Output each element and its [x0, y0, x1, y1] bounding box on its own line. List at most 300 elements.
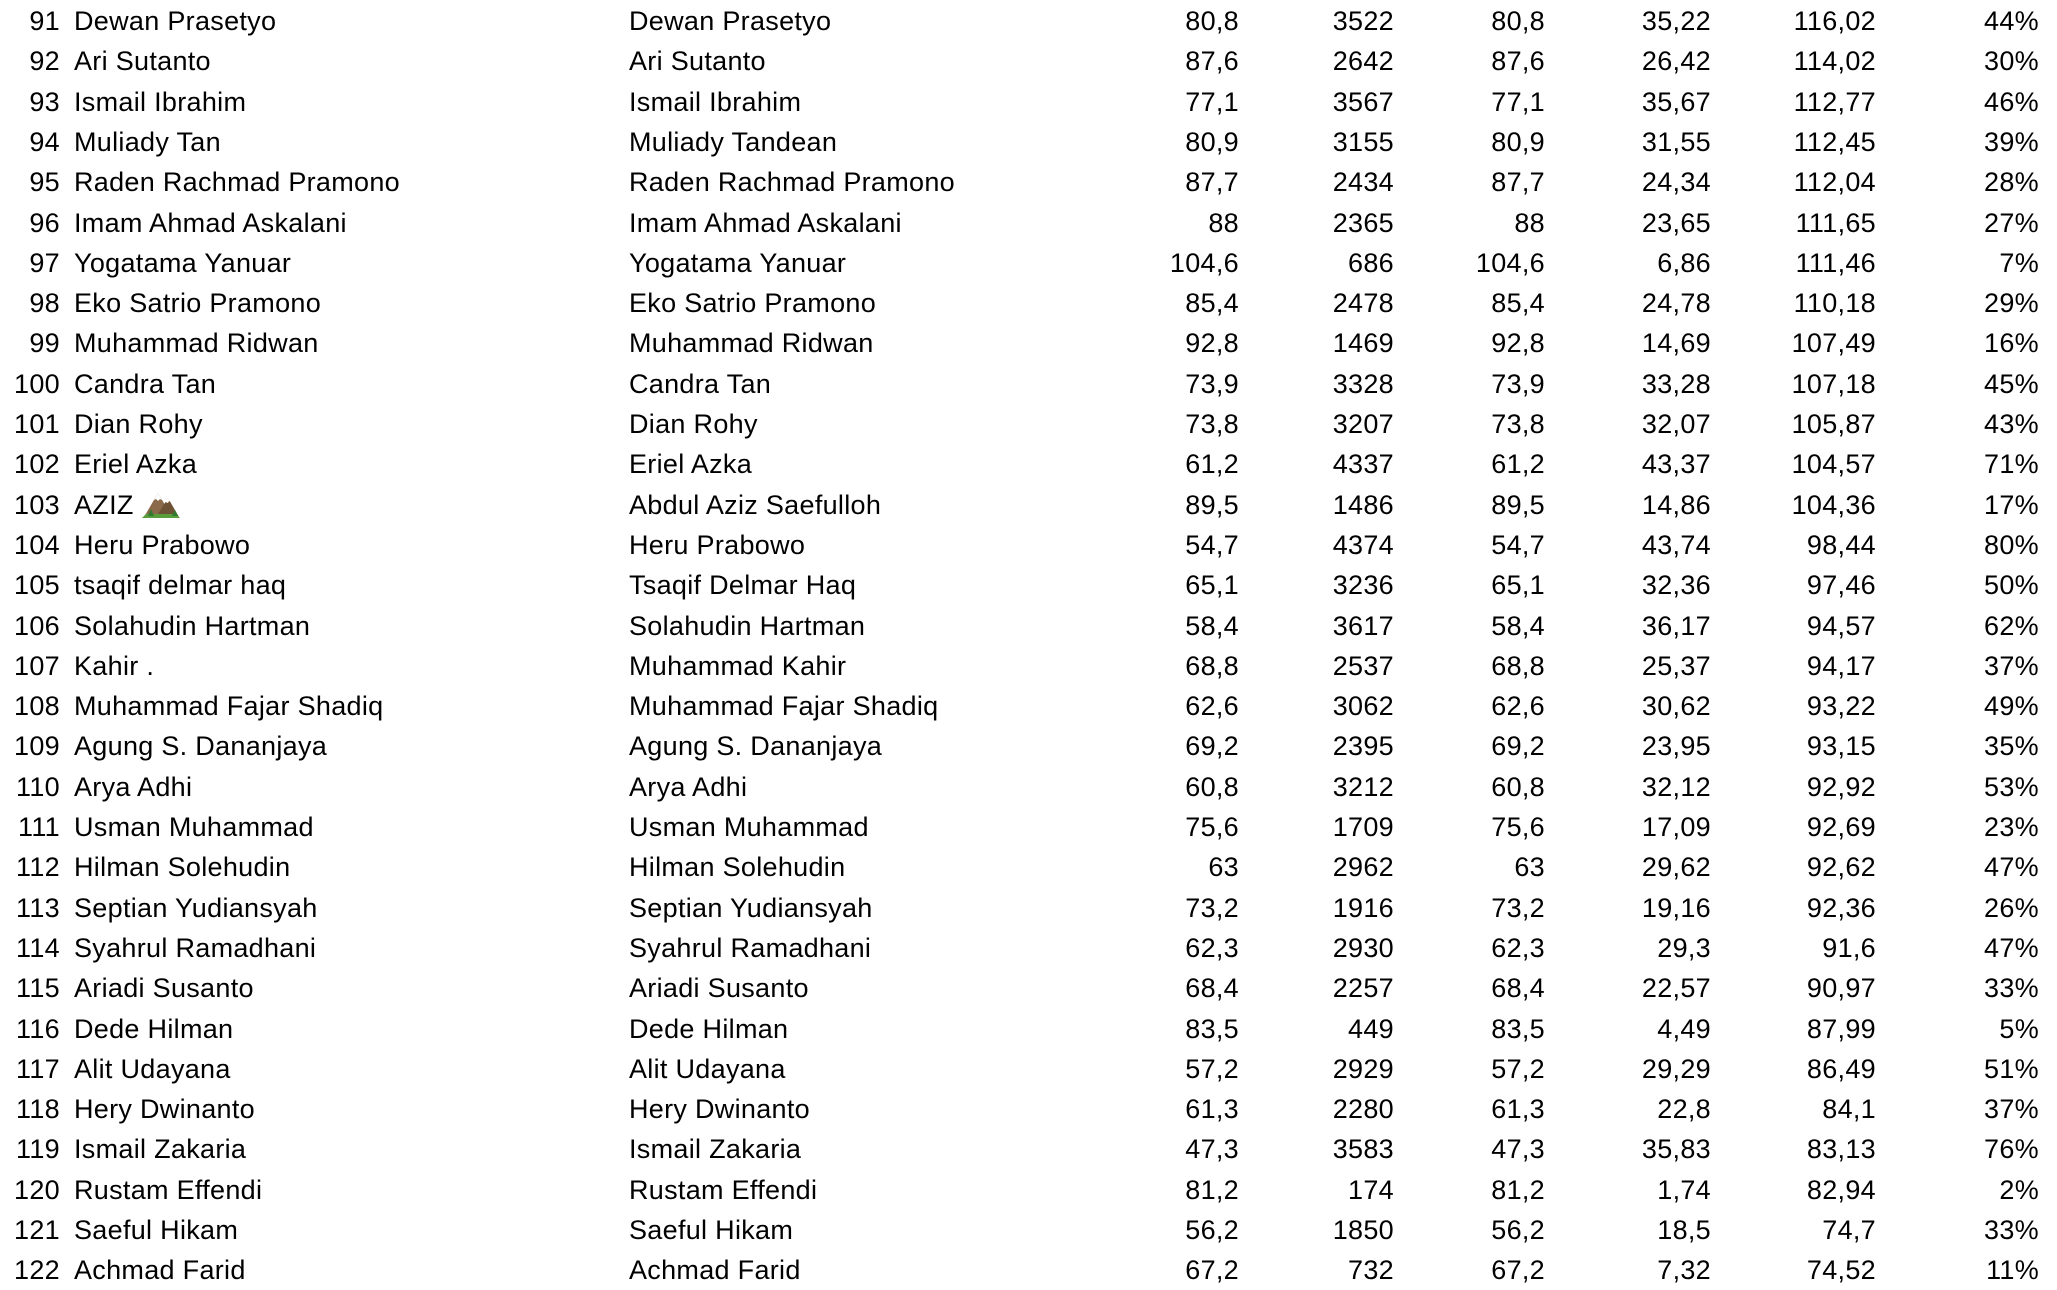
value-cell[interactable]: 87,99 [1806, 1013, 1876, 1044]
value-cell[interactable]: 104,6 [1169, 247, 1239, 278]
rank-cell[interactable]: 108 [14, 691, 60, 722]
rank-cell[interactable]: 100 [14, 368, 60, 399]
value-cell[interactable]: 110,18 [1793, 288, 1876, 319]
value-cell[interactable]: 68,4 [1185, 973, 1239, 1004]
value-cell[interactable]: 68,4 [1491, 973, 1545, 1004]
value-cell[interactable]: 69,2 [1491, 731, 1545, 762]
table-row[interactable] [0, 444, 2057, 484]
value-cell[interactable]: 58,4 [1491, 610, 1545, 641]
value-cell[interactable]: 111,65 [1795, 207, 1876, 238]
value-cell[interactable]: 61,2 [1185, 449, 1239, 480]
handle-cell[interactable] [74, 1170, 262, 1210]
value-cell[interactable]: 91,6 [1822, 932, 1876, 963]
handle-cell[interactable] [74, 847, 290, 887]
value-cell[interactable]: 61,2 [1491, 449, 1545, 480]
value-cell[interactable]: 74,7 [1822, 1215, 1876, 1245]
table-row[interactable] [0, 203, 2057, 243]
value-cell[interactable]: 112,45 [1793, 126, 1876, 157]
value-cell[interactable]: 98,44 [1806, 529, 1876, 560]
value-cell[interactable]: 73,9 [1491, 368, 1545, 399]
value-cell[interactable]: 2929 [1332, 1053, 1394, 1084]
table-row[interactable] [0, 888, 2057, 928]
value-cell[interactable]: 75,6 [1491, 812, 1545, 842]
value-cell[interactable]: 80,9 [1491, 126, 1545, 157]
value-cell[interactable]: 83,13 [1806, 1134, 1876, 1165]
rank-cell[interactable]: 91 [29, 6, 60, 36]
value-cell[interactable]: 1,74 [1657, 1174, 1711, 1205]
rank-cell[interactable]: 121 [14, 1215, 60, 1245]
value-cell[interactable]: 62,3 [1185, 932, 1239, 963]
table-row[interactable] [0, 1250, 2057, 1290]
full-name-cell[interactable]: Septian Yudiansyah [629, 892, 873, 923]
value-cell[interactable]: 2280 [1332, 1094, 1394, 1125]
value-cell[interactable]: 29,3 [1657, 932, 1711, 963]
rank-cell[interactable]: 104 [14, 529, 60, 560]
percent-cell[interactable]: 37% [1984, 1094, 2039, 1125]
value-cell[interactable]: 3062 [1332, 691, 1394, 722]
value-cell[interactable]: 83,5 [1491, 1013, 1545, 1044]
value-cell[interactable]: 92,36 [1806, 892, 1876, 923]
full-name-cell[interactable]: Ismail Zakaria [629, 1134, 802, 1165]
value-cell[interactable]: 87,7 [1491, 167, 1545, 198]
value-cell[interactable]: 1469 [1332, 328, 1394, 359]
rank-cell[interactable]: 122 [14, 1255, 60, 1286]
value-cell[interactable]: 92,92 [1806, 771, 1876, 802]
percent-cell[interactable]: 45% [1984, 368, 2039, 399]
value-cell[interactable]: 17,09 [1641, 812, 1711, 842]
value-cell[interactable]: 1850 [1332, 1215, 1394, 1245]
value-cell[interactable]: 47,3 [1185, 1134, 1239, 1165]
full-name-cell[interactable]: Candra Tan [629, 368, 772, 399]
full-name-cell[interactable]: Dewan Prasetyo [629, 6, 832, 36]
value-cell[interactable]: 47,3 [1491, 1134, 1545, 1165]
value-cell[interactable]: 3567 [1332, 86, 1394, 117]
handle-cell[interactable] [74, 1250, 246, 1290]
value-cell[interactable]: 6,86 [1657, 247, 1711, 278]
value-cell[interactable]: 4374 [1332, 529, 1394, 560]
full-name-cell[interactable]: Hery Dwinanto [629, 1094, 810, 1125]
value-cell[interactable]: 19,16 [1641, 892, 1711, 923]
full-name-cell[interactable]: Muhammad Kahir [629, 650, 847, 681]
handle-cell[interactable] [74, 565, 286, 605]
value-cell[interactable]: 3212 [1332, 771, 1394, 802]
value-cell[interactable]: 57,2 [1491, 1053, 1545, 1084]
value-cell[interactable]: 73,8 [1491, 409, 1545, 439]
value-cell[interactable]: 2257 [1332, 973, 1394, 1004]
rank-cell[interactable]: 98 [29, 288, 60, 319]
value-cell[interactable]: 3617 [1332, 610, 1394, 641]
rank-cell[interactable]: 102 [14, 449, 60, 480]
table-row[interactable] [0, 243, 2057, 283]
percent-cell[interactable]: 17% [1984, 489, 2039, 520]
value-cell[interactable]: 87,7 [1185, 167, 1239, 198]
rank-cell[interactable]: 118 [16, 1094, 60, 1125]
table-row[interactable] [0, 1089, 2057, 1129]
value-cell[interactable]: 2478 [1332, 288, 1394, 319]
value-cell[interactable]: 54,7 [1185, 529, 1239, 560]
full-name-cell[interactable]: Muhammad Fajar Shadiq [629, 691, 939, 722]
value-cell[interactable]: 60,8 [1185, 771, 1239, 802]
value-cell[interactable]: 2434 [1332, 167, 1394, 198]
value-cell[interactable]: 24,34 [1641, 167, 1711, 198]
rank-cell[interactable]: 107 [14, 650, 60, 681]
full-name-cell[interactable]: Usman Muhammad [629, 812, 869, 842]
value-cell[interactable]: 33,28 [1641, 368, 1711, 399]
value-cell[interactable]: 104,36 [1791, 489, 1876, 520]
handle-cell[interactable] [74, 726, 327, 766]
table-row[interactable] [0, 646, 2057, 686]
value-cell[interactable]: 732 [1348, 1255, 1394, 1286]
value-cell[interactable]: 116,02 [1793, 6, 1876, 36]
handle-cell[interactable] [74, 928, 316, 968]
table-row[interactable] [0, 1, 2057, 41]
full-name-cell[interactable]: Eriel Azka [629, 449, 753, 480]
percent-cell[interactable]: 5% [1999, 1013, 2039, 1044]
value-cell[interactable]: 82,94 [1806, 1174, 1876, 1205]
handle-cell[interactable] [74, 525, 250, 565]
value-cell[interactable]: 29,62 [1641, 852, 1711, 883]
value-cell[interactable]: 73,2 [1491, 892, 1545, 923]
percent-cell[interactable]: 50% [1984, 570, 2039, 601]
full-name-cell[interactable]: Imam Ahmad Askalani [629, 207, 902, 238]
percent-cell[interactable]: 51% [1984, 1053, 2039, 1084]
value-cell[interactable]: 63 [1208, 852, 1239, 883]
handle-cell[interactable] [74, 283, 321, 323]
value-cell[interactable]: 57,2 [1185, 1053, 1239, 1084]
value-cell[interactable]: 22,8 [1657, 1094, 1711, 1125]
full-name-cell[interactable]: Solahudin Hartman [629, 610, 866, 641]
handle-cell[interactable] [74, 444, 197, 484]
percent-cell[interactable]: 47% [1984, 932, 2039, 963]
full-name-cell[interactable]: Heru Prabowo [629, 529, 806, 560]
value-cell[interactable]: 77,1 [1185, 86, 1239, 117]
table-row[interactable] [0, 565, 2057, 605]
value-cell[interactable]: 3236 [1332, 570, 1394, 601]
table-row[interactable] [0, 928, 2057, 968]
value-cell[interactable]: 94,57 [1806, 610, 1876, 641]
table-row[interactable] [0, 82, 2057, 122]
table-row[interactable] [0, 807, 2057, 847]
percent-cell[interactable]: 37% [1984, 650, 2039, 681]
value-cell[interactable]: 18,5 [1657, 1215, 1711, 1245]
value-cell[interactable]: 1709 [1332, 812, 1394, 842]
rank-cell[interactable]: 99 [29, 328, 60, 359]
full-name-cell[interactable]: Agung S. Dananjaya [629, 731, 883, 762]
value-cell[interactable]: 61,3 [1491, 1094, 1545, 1125]
value-cell[interactable]: 14,86 [1641, 489, 1711, 520]
value-cell[interactable]: 73,8 [1185, 409, 1239, 439]
value-cell[interactable]: 67,2 [1185, 1255, 1239, 1286]
percent-cell[interactable]: 76% [1984, 1134, 2039, 1165]
table-row[interactable] [0, 968, 2057, 1008]
value-cell[interactable]: 93,22 [1806, 691, 1876, 722]
value-cell[interactable]: 105,87 [1791, 409, 1876, 439]
percent-cell[interactable]: 23% [1984, 812, 2039, 842]
value-cell[interactable]: 60,8 [1491, 771, 1545, 802]
rank-cell[interactable]: 92 [29, 46, 60, 77]
handle-cell[interactable] [74, 122, 221, 162]
value-cell[interactable]: 73,2 [1185, 892, 1239, 923]
handle-cell[interactable] [74, 364, 216, 404]
value-cell[interactable]: 68,8 [1185, 650, 1239, 681]
value-cell[interactable]: 35,22 [1641, 6, 1711, 36]
handle-cell[interactable] [74, 485, 180, 525]
value-cell[interactable]: 29,29 [1641, 1053, 1711, 1084]
value-cell[interactable]: 86,49 [1806, 1053, 1876, 1084]
full-name-cell[interactable]: Saeful Hikam [629, 1215, 794, 1245]
value-cell[interactable]: 56,2 [1491, 1215, 1545, 1245]
value-cell[interactable]: 32,36 [1641, 570, 1711, 601]
handle-cell[interactable] [74, 243, 291, 283]
value-cell[interactable]: 58,4 [1185, 610, 1239, 641]
value-cell[interactable]: 87,6 [1185, 46, 1239, 77]
handle-cell[interactable] [74, 162, 400, 202]
percent-cell[interactable]: 62% [1984, 610, 2039, 641]
rank-cell[interactable]: 101 [14, 409, 60, 439]
value-cell[interactable]: 90,97 [1806, 973, 1876, 1004]
percent-cell[interactable]: 2% [1999, 1174, 2039, 1205]
value-cell[interactable]: 88 [1208, 207, 1239, 238]
value-cell[interactable]: 2365 [1332, 207, 1394, 238]
table-row[interactable] [0, 686, 2057, 726]
value-cell[interactable]: 3155 [1332, 126, 1394, 157]
table-row[interactable] [0, 1210, 2057, 1250]
rank-cell[interactable]: 114 [16, 932, 60, 963]
handle-cell[interactable] [74, 767, 192, 807]
value-cell[interactable]: 2537 [1332, 650, 1394, 681]
percent-cell[interactable]: 43% [1984, 409, 2039, 439]
value-cell[interactable]: 104,57 [1791, 449, 1876, 480]
handle-cell[interactable] [74, 1, 276, 41]
value-cell[interactable]: 65,1 [1185, 570, 1239, 601]
percent-cell[interactable]: 80% [1984, 529, 2039, 560]
table-row[interactable] [0, 1049, 2057, 1089]
handle-cell[interactable] [74, 606, 310, 646]
full-name-cell[interactable]: Rustam Effendi [629, 1174, 818, 1205]
value-cell[interactable]: 114,02 [1793, 46, 1876, 77]
percent-cell[interactable]: 49% [1984, 691, 2039, 722]
full-name-cell[interactable]: Eko Satrio Pramono [629, 288, 877, 319]
handle-cell[interactable] [74, 646, 154, 686]
value-cell[interactable]: 75,6 [1185, 812, 1239, 842]
handle-cell[interactable] [74, 323, 319, 363]
rank-cell[interactable]: 103 [14, 489, 60, 520]
percent-cell[interactable]: 30% [1984, 46, 2039, 77]
value-cell[interactable]: 2962 [1332, 852, 1394, 883]
value-cell[interactable]: 77,1 [1491, 86, 1545, 117]
percent-cell[interactable]: 47% [1984, 852, 2039, 883]
value-cell[interactable]: 14,69 [1641, 328, 1711, 359]
value-cell[interactable]: 104,6 [1475, 247, 1545, 278]
rank-cell[interactable]: 116 [16, 1013, 60, 1044]
value-cell[interactable]: 7,32 [1657, 1255, 1711, 1286]
value-cell[interactable]: 112,77 [1793, 86, 1876, 117]
handle-cell[interactable] [74, 41, 211, 81]
handle-cell[interactable] [74, 1089, 255, 1129]
value-cell[interactable]: 80,8 [1491, 6, 1545, 36]
value-cell[interactable]: 80,9 [1185, 126, 1239, 157]
value-cell[interactable]: 111,46 [1795, 247, 1876, 278]
percent-cell[interactable]: 39% [1984, 126, 2039, 157]
table-row[interactable] [0, 162, 2057, 202]
rank-cell[interactable]: 93 [29, 86, 60, 117]
rank-cell[interactable]: 115 [16, 973, 60, 1004]
full-name-cell[interactable]: Dian Rohy [629, 409, 758, 439]
percent-cell[interactable]: 33% [1984, 973, 2039, 1004]
full-name-cell[interactable]: Muhammad Ridwan [629, 328, 874, 359]
value-cell[interactable]: 69,2 [1185, 731, 1239, 762]
table-row[interactable] [0, 847, 2057, 887]
percent-cell[interactable]: 53% [1984, 771, 2039, 802]
rank-cell[interactable]: 112 [16, 852, 60, 883]
value-cell[interactable]: 74,52 [1806, 1255, 1876, 1286]
full-name-cell[interactable]: Muliady Tandean [629, 126, 838, 157]
value-cell[interactable]: 2642 [1332, 46, 1394, 77]
value-cell[interactable]: 24,78 [1641, 288, 1711, 319]
rank-cell[interactable]: 109 [14, 731, 60, 762]
value-cell[interactable]: 94,17 [1806, 650, 1876, 681]
value-cell[interactable]: 3522 [1332, 6, 1394, 36]
value-cell[interactable]: 174 [1348, 1174, 1394, 1205]
table-row[interactable] [0, 1009, 2057, 1049]
value-cell[interactable]: 22,57 [1641, 973, 1711, 1004]
value-cell[interactable]: 107,49 [1791, 328, 1876, 359]
value-cell[interactable]: 80,8 [1185, 6, 1239, 36]
full-name-cell[interactable]: Ari Sutanto [629, 46, 766, 77]
table-row[interactable] [0, 1170, 2057, 1210]
table-row[interactable] [0, 606, 2057, 646]
rank-cell[interactable]: 120 [14, 1174, 60, 1205]
rank-cell[interactable]: 113 [16, 892, 60, 923]
value-cell[interactable]: 30,62 [1641, 691, 1711, 722]
table-row[interactable] [0, 283, 2057, 323]
value-cell[interactable]: 88 [1514, 207, 1545, 238]
value-cell[interactable]: 23,65 [1641, 207, 1711, 238]
full-name-cell[interactable]: Dede Hilman [629, 1013, 789, 1044]
value-cell[interactable]: 67,2 [1491, 1255, 1545, 1286]
value-cell[interactable]: 26,42 [1641, 46, 1711, 77]
handle-cell[interactable] [74, 888, 318, 928]
value-cell[interactable]: 449 [1348, 1013, 1394, 1044]
value-cell[interactable]: 43,37 [1641, 449, 1711, 480]
value-cell[interactable]: 32,12 [1641, 771, 1711, 802]
value-cell[interactable]: 4,49 [1657, 1013, 1711, 1044]
rank-cell[interactable]: 96 [29, 207, 60, 238]
table-row[interactable] [0, 1129, 2057, 1169]
value-cell[interactable]: 89,5 [1185, 489, 1239, 520]
value-cell[interactable]: 35,83 [1641, 1134, 1711, 1165]
value-cell[interactable]: 107,18 [1791, 368, 1876, 399]
value-cell[interactable]: 3207 [1332, 409, 1394, 439]
value-cell[interactable]: 1486 [1332, 489, 1394, 520]
value-cell[interactable]: 3328 [1332, 368, 1394, 399]
full-name-cell[interactable]: Raden Rachmad Pramono [629, 167, 955, 198]
value-cell[interactable]: 3583 [1332, 1134, 1394, 1165]
full-name-cell[interactable]: Tsaqif Delmar Haq [629, 570, 857, 601]
percent-cell[interactable]: 71% [1984, 449, 2039, 480]
handle-cell[interactable] [74, 82, 246, 122]
rank-cell[interactable]: 95 [29, 167, 60, 198]
value-cell[interactable]: 85,4 [1185, 288, 1239, 319]
rank-cell[interactable]: 119 [16, 1134, 60, 1165]
table-row[interactable] [0, 323, 2057, 363]
table-row[interactable] [0, 726, 2057, 766]
value-cell[interactable]: 4337 [1332, 449, 1394, 480]
rank-cell[interactable]: 110 [16, 771, 60, 802]
value-cell[interactable]: 65,1 [1491, 570, 1545, 601]
percent-cell[interactable]: 33% [1984, 1215, 2039, 1245]
full-name-cell[interactable]: Alit Udayana [629, 1053, 786, 1084]
rank-cell[interactable]: 106 [14, 610, 60, 641]
value-cell[interactable]: 89,5 [1491, 489, 1545, 520]
value-cell[interactable]: 62,6 [1185, 691, 1239, 722]
value-cell[interactable]: 32,07 [1641, 409, 1711, 439]
handle-cell[interactable] [74, 404, 203, 444]
handle-cell[interactable] [74, 1049, 231, 1089]
value-cell[interactable]: 112,04 [1793, 167, 1876, 198]
value-cell[interactable]: 35,67 [1641, 86, 1711, 117]
value-cell[interactable]: 83,5 [1185, 1013, 1239, 1044]
value-cell[interactable]: 68,8 [1491, 650, 1545, 681]
table-row[interactable] [0, 767, 2057, 807]
full-name-cell[interactable]: Ismail Ibrahim [629, 86, 802, 117]
handle-cell[interactable] [74, 203, 347, 243]
rank-cell[interactable]: 94 [29, 126, 60, 157]
table-row[interactable] [0, 41, 2057, 81]
handle-cell[interactable] [74, 686, 383, 726]
value-cell[interactable]: 2930 [1332, 932, 1394, 963]
value-cell[interactable]: 92,62 [1806, 852, 1876, 883]
value-cell[interactable]: 36,17 [1641, 610, 1711, 641]
percent-cell[interactable]: 35% [1984, 731, 2039, 762]
value-cell[interactable]: 84,1 [1822, 1094, 1876, 1125]
value-cell[interactable]: 1916 [1332, 892, 1394, 923]
full-name-cell[interactable]: Ariadi Susanto [629, 973, 809, 1004]
value-cell[interactable]: 43,74 [1641, 529, 1711, 560]
value-cell[interactable]: 31,55 [1641, 126, 1711, 157]
percent-cell[interactable]: 44% [1984, 6, 2039, 36]
percent-cell[interactable]: 27% [1984, 207, 2039, 238]
value-cell[interactable]: 23,95 [1641, 731, 1711, 762]
value-cell[interactable]: 85,4 [1491, 288, 1545, 319]
rank-cell[interactable]: 117 [16, 1053, 60, 1084]
value-cell[interactable]: 686 [1348, 247, 1394, 278]
value-cell[interactable]: 61,3 [1185, 1094, 1239, 1125]
value-cell[interactable]: 25,37 [1641, 650, 1711, 681]
handle-cell[interactable] [74, 1129, 246, 1169]
rank-cell[interactable]: 97 [29, 247, 60, 278]
table-row[interactable] [0, 122, 2057, 162]
value-cell[interactable]: 87,6 [1491, 46, 1545, 77]
percent-cell[interactable]: 26% [1984, 892, 2039, 923]
table-row[interactable] [0, 485, 2057, 525]
full-name-cell[interactable]: Yogatama Yanuar [629, 247, 847, 278]
full-name-cell[interactable]: Abdul Aziz Saefulloh [629, 489, 882, 520]
value-cell[interactable]: 73,9 [1185, 368, 1239, 399]
rank-cell[interactable]: 105 [14, 570, 60, 601]
percent-cell[interactable]: 28% [1984, 167, 2039, 198]
full-name-cell[interactable]: Hilman Solehudin [629, 852, 846, 883]
value-cell[interactable]: 2395 [1332, 731, 1394, 762]
table-row[interactable] [0, 404, 2057, 444]
value-cell[interactable]: 92,69 [1806, 812, 1876, 842]
value-cell[interactable]: 92,8 [1491, 328, 1545, 359]
full-name-cell[interactable]: Achmad Farid [629, 1255, 801, 1286]
value-cell[interactable]: 62,6 [1491, 691, 1545, 722]
value-cell[interactable]: 56,2 [1185, 1215, 1239, 1245]
value-cell[interactable]: 81,2 [1491, 1174, 1545, 1205]
full-name-cell[interactable]: Arya Adhi [629, 771, 748, 802]
